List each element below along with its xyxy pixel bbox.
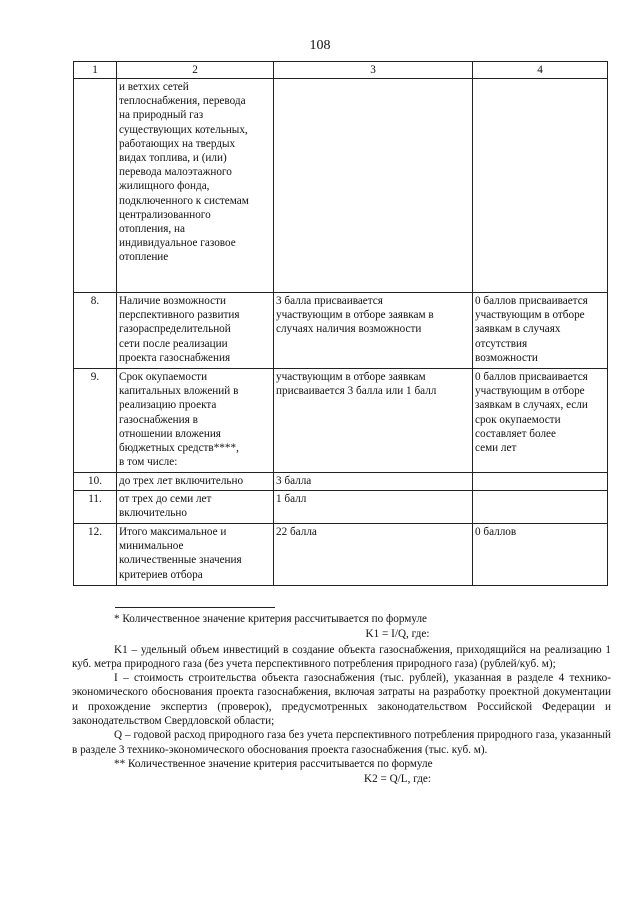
formula-k2: K2 = Q/L, где: xyxy=(364,773,431,786)
footnote-2-intro: ** Количественное значение критерия рассчитывается по формуле xyxy=(114,757,433,770)
table-header-row xyxy=(74,62,608,79)
max-score-cell: 3 балла xyxy=(274,473,473,491)
footnote-divider xyxy=(115,607,275,608)
column-header: 2 xyxy=(117,62,274,79)
max-score-cell xyxy=(274,79,473,293)
criterion-cell: и ветхих сетей теплоснабжения, перевода на природный газ существующих котельных, работающих на твердых видах топлива, и (или) перевода малоэтажного жилищного фонда, подключенного к системам централизованного отопления, на индивидуальное газовое отопление xyxy=(117,79,274,293)
footnote-1-intro: * Количественное значение критерия рассчитывается по формуле xyxy=(114,613,427,625)
table-row xyxy=(74,369,608,473)
page-number: 108 xyxy=(309,38,331,53)
footnotes xyxy=(72,612,611,788)
row-number xyxy=(74,79,117,293)
table-row xyxy=(74,293,608,369)
table-row xyxy=(74,473,608,491)
criterion-cell: до трех лет включительно xyxy=(117,473,274,491)
criterion-cell: от трех до семи лет включительно xyxy=(117,491,274,524)
min-score-cell xyxy=(473,473,608,491)
column-header: 3 xyxy=(274,62,473,79)
column-header: 1 xyxy=(74,62,117,79)
table-row xyxy=(74,79,608,293)
min-score-cell: 0 баллов присваивается участвующим в отборе заявкам в случаях, если срок окупаемости составляет более семи лет xyxy=(473,369,608,473)
definition-q: Q – годовой расход природного газа без учета перспективного потребления природного газа, указанный в разделе 3 технико-экономического обоснования проекта газоснабжения (тыс. куб. м). xyxy=(72,729,611,756)
row-number: 10. xyxy=(74,473,117,491)
max-score-cell: 22 балла xyxy=(274,524,473,586)
row-number: 9. xyxy=(74,369,117,473)
max-score-cell: 1 балл xyxy=(274,491,473,524)
criterion-cell: Срок окупаемости капитальных вложений в реализацию проекта газоснабжения в отношении вложения бюджетных средств****, в том числе: xyxy=(117,369,274,473)
criterion-cell: Наличие возможности перспективного развития газораспределительной сети после реализации проекта газоснабжения xyxy=(117,293,274,369)
min-score-cell xyxy=(473,79,608,293)
table-row xyxy=(74,524,608,586)
min-score-cell: 0 баллов xyxy=(473,524,608,586)
criteria-table xyxy=(73,61,608,586)
table-row xyxy=(74,491,608,524)
formula-k1: K1 = I/Q, где: xyxy=(365,628,430,641)
criterion-cell: Итого максимальное и минимальное количественные значения критериев отбора xyxy=(117,524,274,586)
row-number: 11. xyxy=(74,491,117,524)
column-header: 4 xyxy=(473,62,608,79)
definition-i: I – стоимость строительства объекта газоснабжения (тыс. рублей), указанная в разделе 4 технико-экономического обоснования проекта газоснабжения, включая затраты на разработку проектной документации и прохождение экспертиз (проверок), предусмотренных законодательством Российской Федерации и законодательством Свердловской области; xyxy=(72,672,611,728)
min-score-cell: 0 баллов присваивается участвующим в отборе заявкам в случаях отсутствия возможности xyxy=(473,293,608,369)
min-score-cell xyxy=(473,491,608,524)
max-score-cell: участвующим в отборе заявкам присваивается 3 балла или 1 балл xyxy=(274,369,473,473)
max-score-cell: 3 балла присваивается участвующим в отборе заявкам в случаях наличия возможности xyxy=(274,293,473,369)
row-number: 8. xyxy=(74,293,117,369)
definition-k1: K1 – удельный объем инвестиций в создание объекта газоснабжения, приходящийся на реализацию 1 куб. метра природного газа (без учета перспективного потребления природного газа) (рублей/куб. м); xyxy=(72,643,611,670)
row-number: 12. xyxy=(74,524,117,586)
